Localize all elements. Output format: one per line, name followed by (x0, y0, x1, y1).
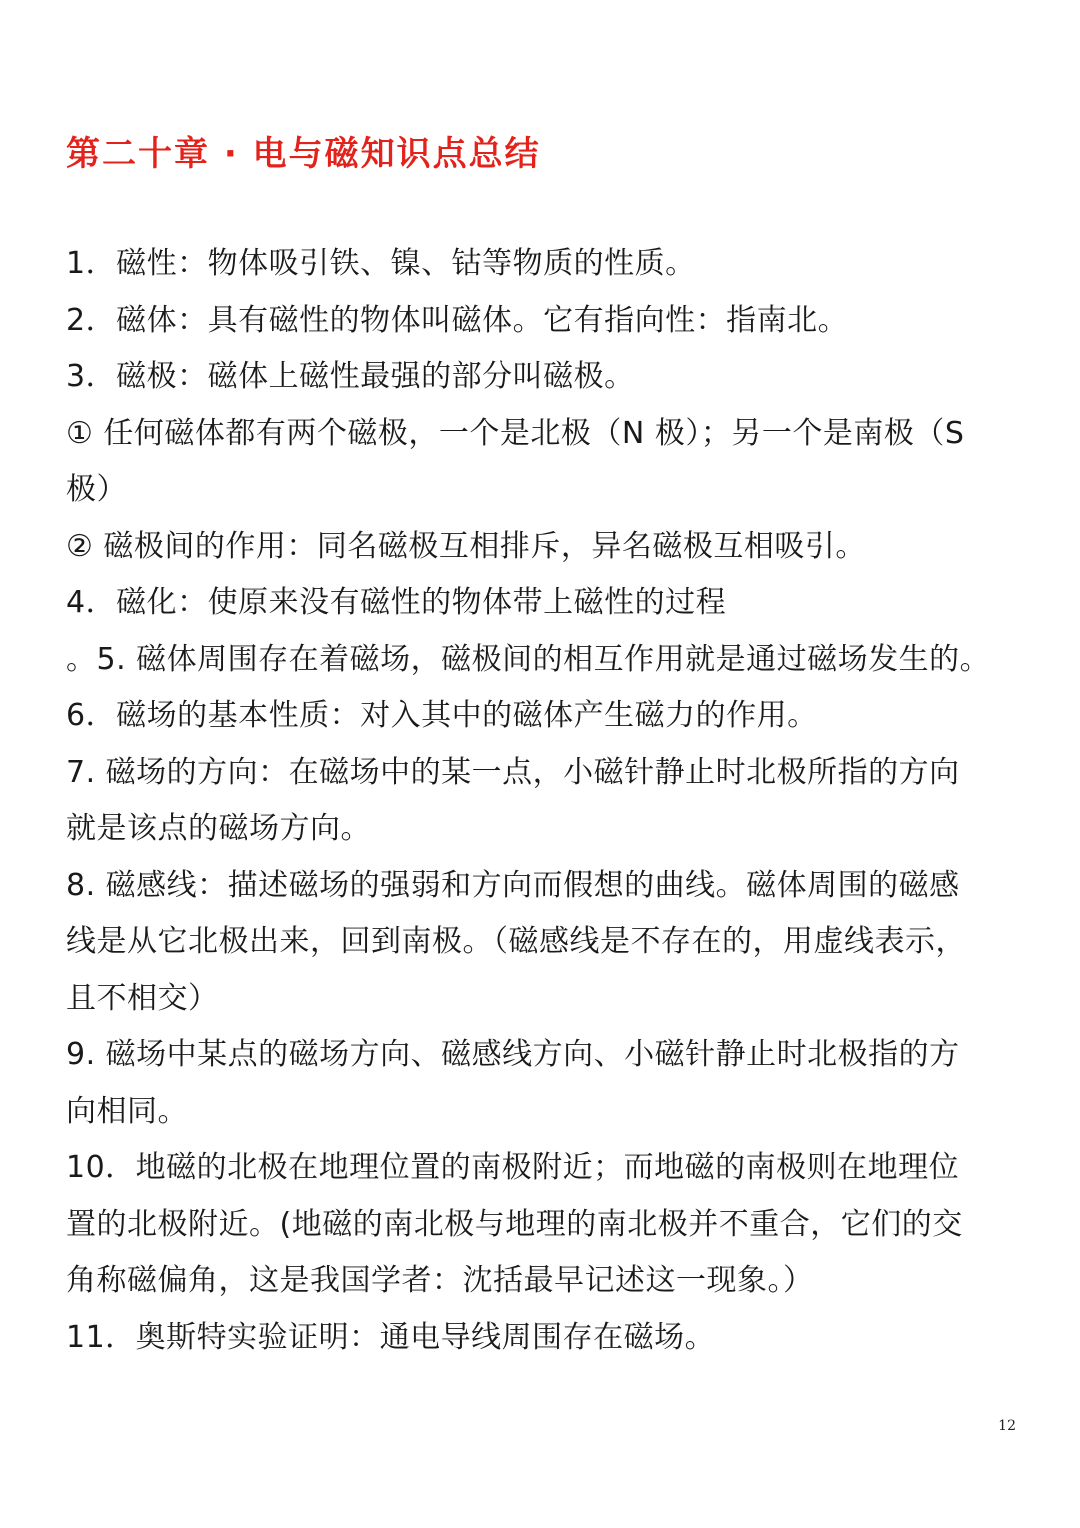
content-body (66, 236, 1018, 1366)
page-title: 第二十章 · 电与磁知识点总结 (66, 134, 541, 174)
text-line: 11．奥斯特实验证明：通电导线周围存在磁场。 (66, 1319, 716, 1355)
text-line: 7. 磁场的方向：在磁场中的某一点，小磁针静止时北极所指的方向 (66, 754, 960, 790)
text-line: ② 磁极间的作用：同名磁极互相排斥，异名磁极互相吸引。 (66, 528, 866, 564)
text-line: 2．磁体：具有磁性的物体叫磁体。它有指向性：指南北。 (66, 302, 849, 338)
text-line: 1．磁性：物体吸引铁、镍、钴等物质的性质。 (66, 246, 696, 281)
page-number: 12 (998, 1418, 1016, 1434)
text-line: 置的北极附近。(地磁的南北极与地理的南北极并不重合，它们的交 (66, 1206, 963, 1242)
text-line: 4．磁化：使原来没有磁性的物体带上磁性的过程 (66, 585, 727, 620)
text-line: 9. 磁场中某点的磁场方向、磁感线方向、小磁针静止时北极指的方 (66, 1037, 960, 1072)
text-line: 。5. 磁体周围存在着磁场，磁极间的相互作用就是通过磁场发生的。 (66, 641, 991, 677)
text-line: 10．地磁的北极在地理位置的南极附近；而地磁的南极则在地理位 (66, 1150, 960, 1185)
text-line: 向相同。 (66, 1093, 188, 1129)
text-line: 就是该点的磁场方向。 (66, 811, 371, 846)
text-line: ① 任何磁体都有两个磁极，一个是北极（N 极）；另一个是南极（S (66, 415, 965, 451)
text-line: 且不相交） (66, 980, 219, 1016)
text-line: 角称磁偏角，这是我国学者：沈括最早记述这一现象。） (66, 1263, 814, 1298)
text-line: 极） (66, 472, 127, 507)
text-line: 8. 磁感线：描述磁场的强弱和方向而假想的曲线。磁体周围的磁感 (66, 867, 960, 903)
text-line: 3．磁极：磁体上磁性最强的部分叫磁极。 (66, 359, 635, 394)
text-line: 线是从它北极出来，回到南极。（磁感线是不存在的，用虚线表示， (66, 924, 966, 959)
text-line: 6．磁场的基本性质：对入其中的磁体产生磁力的作用。 (66, 698, 818, 733)
